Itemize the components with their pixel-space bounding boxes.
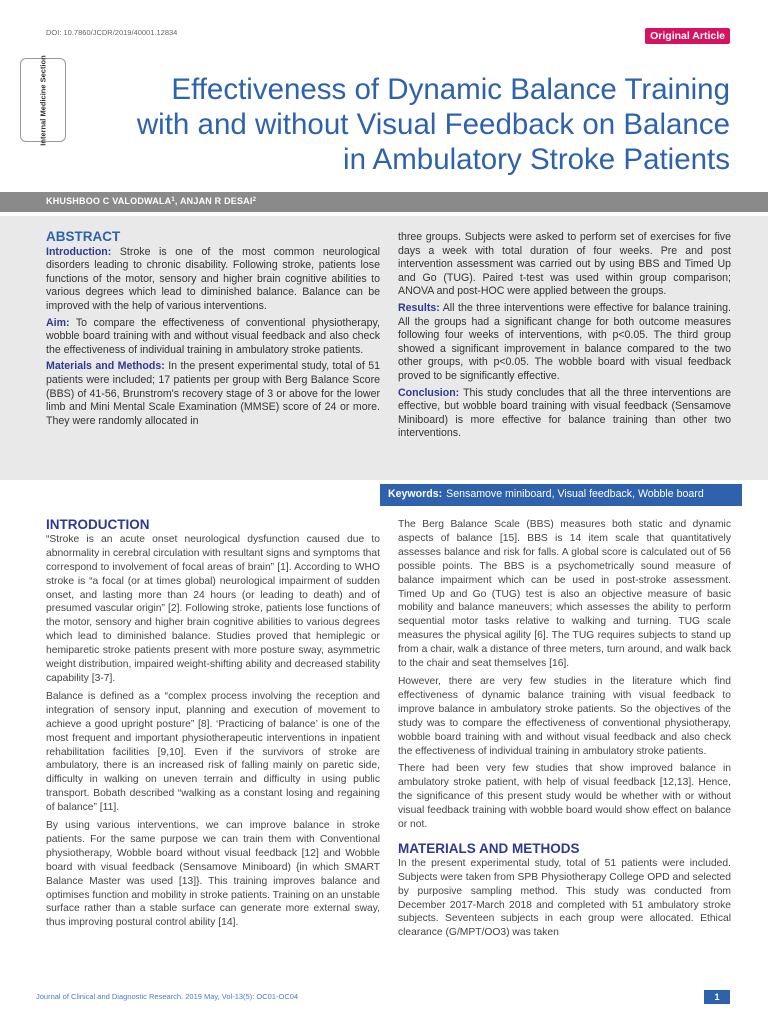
keywords-bar <box>380 484 742 506</box>
doi-text: DOI: 10.7860/JCDR/2019/40001.12834 <box>46 28 178 37</box>
keywords-line <box>388 488 704 500</box>
author-1-affiliation: 1 <box>171 197 175 203</box>
article-type-badge: Original Article <box>645 28 730 44</box>
authors-bar <box>0 192 768 212</box>
intro-paragraph-1: “Stroke is an acute onset neurological dysfunction caused due to abnormality in cerebral circulation with resultant signs and symptoms that correspond to involvement of focal areas of brain” [1]. According to WHO stroke is “a focal (or at times global) neurological impairment of sudden onset, and lasting more than 24 hours (or leading to death) and of presumed vascular origin” [2]. Following stroke, patients lose functions of the motor, sensory and higher brain cognitive abilities to various degrees which lead to diminished balance. Studies proved that hemiplegic or hemiparetic stroke patients present with more posture sway, asymmetric weight distribution, impaired weight-shifting ability and decreased stability capability [3-7]. <box>46 533 380 684</box>
abstract-aim <box>46 317 380 358</box>
abstract-conclusion-label: Conclusion: <box>398 386 460 399</box>
abstract-results-label: Results: <box>398 301 440 314</box>
abstract-heading: ABSTRACT <box>46 229 121 244</box>
abstract-aim-text: To compare the effectiveness of conventional physiotherapy, wobble board training with and without visual feedback and also check the effectiveness of individual training in ambulatory stroke patients. <box>46 316 380 356</box>
introduction-heading: INTRODUCTION <box>46 517 150 532</box>
abstract-left-column <box>46 230 380 431</box>
abstract-results-text: All the three interventions were effective for balance training. All the groups had a significant change for both outcome measures following four weeks of interventions, with p<0.05. The third group showed a significant improvement in balance compared to the two other groups, with p<0.05. The wobble board with visual feedback proved to be significantly effective. <box>398 301 731 382</box>
intro-paragraph-3: By using various interventions, we can improve balance in stroke patients. For the same purpose we can train them with Conventional physiotherapy, Wobble board without visual feedback [12] and Wobble board with visual feedback (Sensamove Miniboard) {in which SMART Balance Master was used [13]}. This training improves balance and optimises function and mobility in stroke patients. Training on an unstable surface rather than a stable surface can generate more external sway, thus improving postural control ability [14]. <box>46 820 380 929</box>
intro-paragraph-4: The Berg Balance Scale (BBS) measures both static and dynamic aspects of balance [15]. BBS is 14 item scale that quantitatively assesses balance and risk for falls. A global score is calculated out of 56 possible points. The BBS is a psychometrically sound measure of balance impairment which can be used in post-stroke assessment. Timed Up and Go (TUG) test is also an objective measure of basic mobility and balance maneuvers; which assesses the ability to perform sequential motor tasks relative to walking and turning. TUG scale measures the physical agility [6]. The TUG requires subjects to stand up from a chair, walk a distance of three meters, turn around, and walk back to the chair and seat themselves [16]. <box>398 519 731 670</box>
methods-heading: MATERIALS AND METHODS <box>398 840 580 856</box>
article-title: Effectiveness of Dynamic Balance Training with and without Visual Feedback on Balance in Ambulatory Stroke Patients <box>136 72 730 176</box>
intro-paragraph-6: There had been very few studies that show improved balance in ambulatory stroke patient, with help of visual feedback [12,13]. Hence, the significance of this present study would be whether with or without visual feedback training with wobble board would show effect on balance or not. <box>398 763 731 831</box>
intro-paragraph-2: Balance is defined as a “complex process involving the reception and integration of sensory input, planning and execution of movement to achieve a good upright posture” [8]. ‘Practicing of balance’ is one of the most frequent and important physiotherapeutic interventions in inpatient rehabilitation facilities [9,10]. Even if the survivors of stroke are ambulatory, there is an increased risk of falling mainly on paretic side, difficulty in walking on uneven terrain and difficulty in using public transport. Bobath described “walking as a constant losing and regaining of balance” [11]. <box>46 690 380 814</box>
journal-footer: Journal of Clinical and Diagnostic Research. 2019 May, Vol-13(5): OC01-OC04 <box>36 992 299 1001</box>
author-1: KHUSHBOO C VALODWALA <box>46 196 172 206</box>
abstract-results <box>398 302 731 384</box>
abstract-methods-label: Materials and Methods: <box>46 360 165 373</box>
section-tag-label: Internal Medicine Section <box>38 54 48 146</box>
abstract-introduction <box>46 246 380 314</box>
abstract-aim-label: Aim: <box>46 316 70 329</box>
keywords-list: Sensamove miniboard, Visual feedback, Wobble board <box>446 488 704 500</box>
keywords-label: Keywords: <box>388 488 443 500</box>
abstract-conclusion <box>398 387 731 441</box>
abstract-methods-text: In the present experimental study, total of 51 patients were included; 17 patients per group with Berg Balance Score (BBS) of 41-56, Brunstrom's recovery stage of 3 or above for the lower limb and Mini Mental Scale Examination (MMSE) score of 24 or more. They were randomly allocated in <box>46 360 380 427</box>
body-left-column <box>46 518 380 934</box>
abstract-box <box>0 216 768 480</box>
body-right-column <box>398 518 731 944</box>
abstract-intro-label: Introduction: <box>46 245 112 258</box>
intro-paragraph-5: However, there are very few studies in the literature which find effectiveness of dynamic balance training with visual feedback to improve balance in ambulatory stroke patients. So the objectives of the study was to compare the effectiveness of conventional physiotherapy, wobble board training with and without visual feedback and also check the effectiveness of individual training in ambulatory stroke patients. <box>398 675 731 757</box>
section-tag <box>20 54 66 146</box>
page-number: 1 <box>704 990 730 1004</box>
author-2-affiliation: 2 <box>252 197 257 203</box>
abstract-conclusion-text: This study concludes that all the three interventions are effective, but wobble board training with visual feedback (Sensamove Miniboard) is more effective for balance training than other two interventions. <box>398 386 731 440</box>
abstract-intro-text: Stroke is one of the most common neurological disorders leading to chronic disability. Following stroke, patients lose functions of the motor, sensory and higher brain cognitive abilities to various degrees which lead to diminished balance. Balance can be improved with the help of various interventions. <box>46 245 380 312</box>
methods-paragraph-1: In the present experimental study, total of 51 patients were included. Subjects were taken from SPB Physiotherapy College OPD and selected by purposive sampling method. This study was conducted from December 2017-March 2018 and completed with 51 ambulatory stroke subjects. Seventeen subjects in each group were allocated. Ethical clearance (G/MPT/OO3) was taken <box>398 857 731 939</box>
authors-line <box>46 196 256 206</box>
abstract-right-column <box>398 231 731 444</box>
abstract-methods <box>46 360 380 428</box>
author-2: ANJAN R DESAI <box>179 196 253 206</box>
author-separator: , <box>174 196 180 206</box>
abstract-methods-continued: three groups. Subjects were asked to perform set of exercises for five days a week with total duration of four weeks. Pre and post intervention assessment was carried out by using BBS and Timed Up and Go (TUG). Paired t-test was used within group comparison; ANOVA and post-HOC were applied between the groups. <box>398 231 731 298</box>
